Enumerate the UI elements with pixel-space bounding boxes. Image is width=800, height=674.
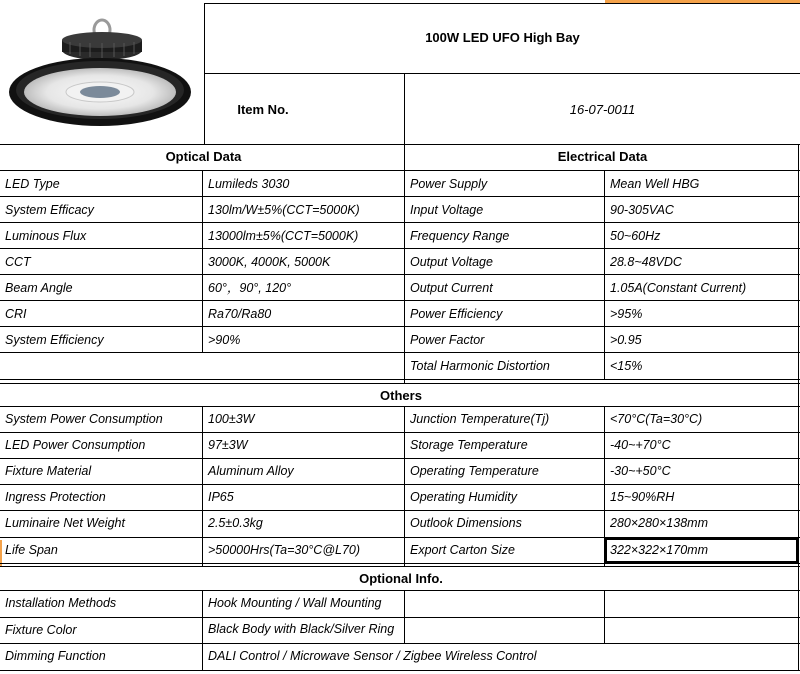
optical-value-led-type: Lumileds 3030 [208, 177, 290, 191]
others-label-outlook-dimensions: Outlook Dimensions [410, 516, 522, 530]
optical-value-beam-angle: 60°，90°, 120° [208, 281, 292, 295]
grid-line [0, 432, 800, 433]
electrical-label-power-factor: Power Factor [410, 333, 485, 347]
grid-line [0, 144, 800, 145]
optional-value-installation: Hook Mounting / Wall Mounting [208, 596, 382, 610]
grid-line [205, 73, 800, 74]
grid-line [202, 590, 203, 670]
grid-line [202, 170, 203, 353]
electrical-value-power-supply: Mean Well HBG [610, 177, 700, 191]
grid-line [204, 3, 205, 144]
selected-cell-outline[interactable] [605, 538, 798, 563]
optical-data-header: Optical Data [165, 149, 242, 164]
optical-value-system-efficacy: 130lm/W±5%(CCT=5000K) [208, 203, 360, 217]
grid-line [404, 406, 405, 566]
others-value-outlook-dimensions: 280×280×138mm [610, 516, 708, 530]
grid-line [0, 617, 800, 618]
item-number-value: 16-07-0011 [569, 102, 636, 117]
grid-line [0, 643, 800, 644]
electrical-label-power-supply: Power Supply [410, 177, 488, 191]
others-value-led-power: 97±3W [208, 438, 248, 452]
optional-value-fixture-color: Black Body with Black/Silver Ring [208, 622, 395, 636]
product-title: 100W LED UFO High Bay [425, 30, 580, 45]
ufo-lamp-icon [4, 8, 200, 144]
electrical-value-thd: <15% [610, 359, 643, 373]
grid-line [0, 484, 800, 485]
electrical-value-output-current: 1.05A(Constant Current) [610, 281, 747, 295]
others-value-carton-size[interactable]: 322×322×170mm [610, 543, 708, 557]
electrical-label-input-voltage: Input Voltage [410, 203, 484, 217]
electrical-value-input-voltage: 90-305VAC [610, 203, 674, 217]
others-label-life-span: Life Span [5, 543, 58, 557]
grid-line [0, 248, 800, 249]
others-value-operating-humidity: 15~90%RH [610, 490, 675, 504]
others-label-net-weight: Luminaire Net Weight [5, 516, 125, 530]
others-value-storage-temp: -40~+70°C [610, 438, 671, 452]
grid-line [0, 458, 800, 459]
others-value-fixture-material: Aluminum Alloy [208, 464, 294, 478]
others-value-net-weight: 2.5±0.3kg [208, 516, 263, 530]
optical-value-luminous-flux: 13000lm±5%(CCT=5000K) [208, 229, 359, 243]
grid-line [0, 196, 800, 197]
grid-line [798, 144, 799, 670]
others-label-fixture-material: Fixture Material [5, 464, 92, 478]
others-value-operating-temp: -30~+50°C [610, 464, 671, 478]
grid-line [604, 590, 605, 643]
electrical-label-thd: Total Harmonic Distortion [410, 359, 550, 373]
electrical-label-power-efficiency: Power Efficiency [410, 307, 503, 321]
grid-line [0, 670, 800, 671]
optical-label-cri: CRI [5, 307, 27, 321]
grid-line [0, 510, 800, 511]
grid-line [404, 590, 405, 643]
electrical-label-frequency-range: Frequency Range [410, 229, 510, 243]
optical-label-beam-angle: Beam Angle [5, 281, 73, 295]
grid-line [404, 73, 405, 144]
optional-label-installation: Installation Methods [5, 596, 117, 610]
electrical-data-header: Electrical Data [557, 149, 648, 164]
others-label-system-power: System Power Consumption [5, 412, 163, 426]
product-image [4, 8, 200, 144]
others-value-ingress-protection: IP65 [208, 490, 234, 504]
grid-line [0, 566, 800, 567]
others-value-system-power: 100±3W [208, 412, 255, 426]
item-number-label: Item No. [237, 102, 289, 117]
optional-info-header: Optional Info. [359, 571, 443, 586]
optional-label-fixture-color: Fixture Color [5, 623, 77, 637]
electrical-label-output-current: Output Current [410, 281, 493, 295]
optional-label-dimming: Dimming Function [5, 649, 106, 663]
others-label-carton-size: Export Carton Size [410, 543, 515, 557]
others-label-operating-temp: Operating Temperature [410, 464, 539, 478]
electrical-value-power-efficiency: >95% [610, 307, 643, 321]
optical-label-luminous-flux: Luminous Flux [5, 229, 87, 243]
others-header: Others [380, 388, 422, 403]
grid-line [0, 563, 800, 564]
grid-line [0, 379, 800, 380]
optical-label-system-efficacy: System Efficacy [5, 203, 94, 217]
electrical-value-frequency-range: 50~60Hz [610, 229, 661, 243]
optical-label-cct: CCT [5, 255, 31, 269]
grid-line [0, 590, 800, 591]
electrical-label-output-voltage: Output Voltage [410, 255, 493, 269]
optical-value-system-efficiency: >90% [208, 333, 241, 347]
grid-line [0, 352, 800, 353]
others-label-ingress-protection: Ingress Protection [5, 490, 106, 504]
grid-line [0, 222, 800, 223]
optional-value-dimming: DALI Control / Microwave Sensor / Zigbee Wireless Control [208, 649, 537, 663]
grid-line [205, 3, 800, 4]
electrical-value-power-factor: >0.95 [610, 333, 642, 347]
others-value-life-span: >50000Hrs(Ta=30°C@L70) [208, 543, 361, 557]
grid-line [404, 144, 405, 383]
grid-line [604, 170, 605, 379]
others-value-junction-temp: <70°C(Ta=30°C) [610, 412, 703, 426]
grid-line [202, 406, 203, 566]
optical-label-system-efficiency: System Efficiency [5, 333, 104, 347]
grid-line [0, 170, 800, 171]
grid-line [0, 383, 800, 384]
grid-line [0, 326, 800, 327]
optical-value-cct: 3000K, 4000K, 5000K [208, 255, 331, 269]
optical-value-cri: Ra70/Ra80 [208, 307, 272, 321]
others-label-junction-temp: Junction Temperature(Tj) [410, 412, 550, 426]
optical-label-led-type: LED Type [5, 177, 60, 191]
grid-line [0, 406, 800, 407]
others-label-led-power: LED Power Consumption [5, 438, 146, 452]
electrical-value-output-voltage: 28.8~48VDC [610, 255, 682, 269]
others-label-operating-humidity: Operating Humidity [410, 490, 517, 504]
others-label-storage-temp: Storage Temperature [410, 438, 528, 452]
grid-line [0, 274, 800, 275]
grid-line [0, 300, 800, 301]
